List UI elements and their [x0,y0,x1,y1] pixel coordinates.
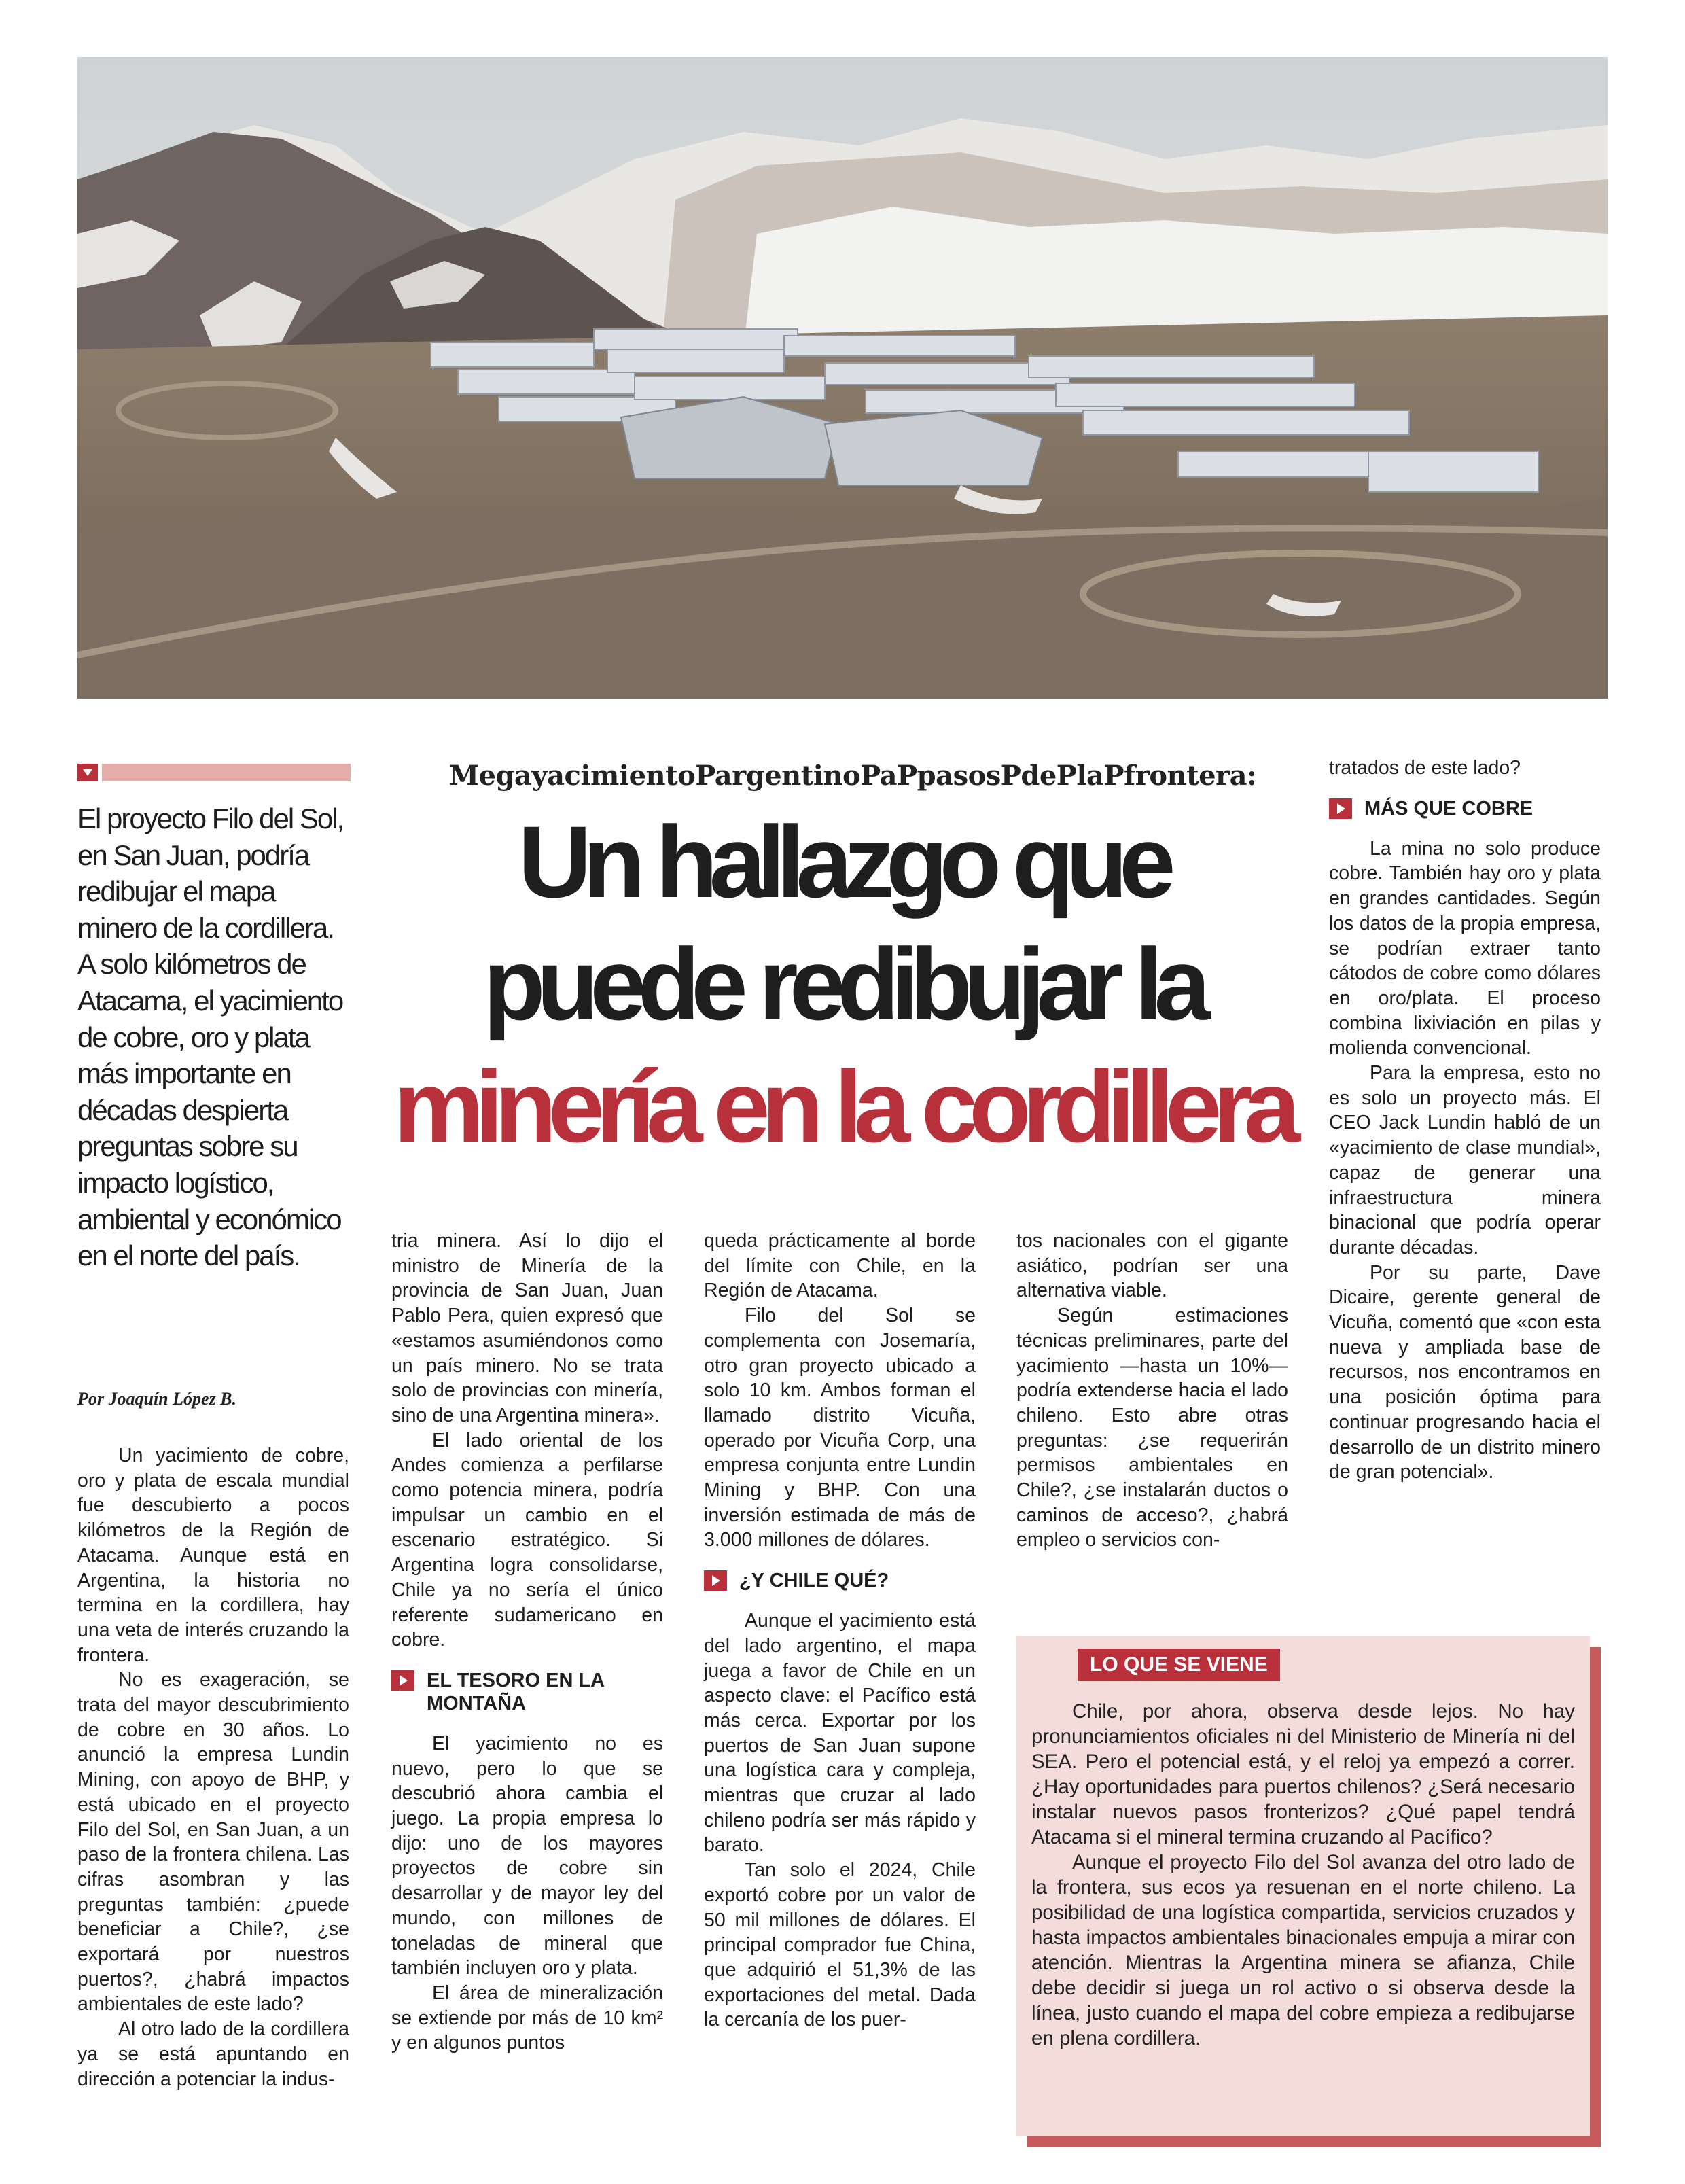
play-triangle-icon [391,1670,414,1691]
paragraph: Chile, por ahora, observa desde lejos. No hay pronunciamientos oficiales ni del Ministerio de Minería ni del SEA. Pero el potencial está, y el reloj ya empezó a correr. ¿Hay oportunidades para puertos chilenos? ¿Será necesario instalar nuevos pasos fronterizos? ¿Qué papel tendrá Atacama si el mineral termina cruzando al Pacífico? [1031,1700,1575,1848]
subheading-label: MÁS QUE COBRE [1364,797,1533,820]
paragraph: Al otro lado de la cordillera ya se está apuntando en dirección a potenciar la indus- [77,2018,349,2090]
paragraph: Un yacimiento de cobre, oro y plata de escala mundial fue descubierto a pocos kilómetros de la Región de Atacama. Aunque está en Argentina, la historia no termina en la cordillera, hay una veta de interés cruzando la frontera. [77,1445,349,1666]
column-4 [1016,1229,1288,1553]
paragraph: Por su parte, Dave Dicaire, gerente general de Vicuña, comentó que «con esta nueva y ampliada base de recursos, nos encontramos en una posición óptima para continuar progresando hacia el desarrollo de un distrito minero de gran potencial». [1329,1261,1601,1483]
paragraph: tria minera. Así lo dijo el ministro de Minería de la provincia de San Juan, Juan Pablo Pera, quien expresó que «estamos asumiéndonos como un país minero. No se trata solo de provincias con minería, sino de una Argentina minera». [391,1230,663,1426]
column-3 [704,1229,976,2032]
play-triangle-icon [704,1570,727,1591]
play-triangle-icon [1329,798,1352,819]
hero-photo [77,57,1608,699]
paragraph: No es exageración, se trata del mayor descubrimiento de cobre en 30 años. Lo anunció la empresa Lundin Mining, con apoyo de BHP, y está ubicado en el proyecto Filo del Sol, en San Juan, a un paso de la frontera chilena. Las cifras asombran y las preguntas también: ¿puede beneficiar a Chile?, ¿se exportará por nuestros puertos?, ¿habrá impactos ambientales de este lado? [77,1669,349,2015]
subheading-label: EL TESORO EN LA MONTAÑA [427,1669,605,1714]
subheading-chile [704,1569,976,1592]
mining-camp-photo [77,57,1608,699]
section-marker-icon [77,764,98,781]
headline-line-1: Un hallazgo que [518,805,1167,919]
paragraph: Tan solo el 2024, Chile exportó cobre por un valor de 50 mil millones de dólares. El principal comprador fue China, que adquirió el 51,3% de las exportaciones del metal. Dada la cercanía de los puer- [704,1859,976,2031]
headline-line-2: puede redibujar la [483,927,1202,1041]
headline-kicker: MegayacimientoPargentinoPaPpasosPdePlaPfrontera: [448,760,1257,792]
column-1 [77,1443,349,2092]
byline: Por Joaquín López B. [77,1389,237,1409]
box-tag: LO QUE SE VIENE [1078,1649,1280,1681]
column-5 [1329,756,1601,1485]
paragraph: La mina no solo produce cobre. También hay oro y plata en grandes cantidades. Según los datos de la propia empresa, se podrían extraer tanto cátodos de cobre como dólares en oro/plata. El proceso combina lixiviación en pilas y molienda convencional. [1329,837,1601,1059]
subheading-tesoro [391,1669,663,1715]
lead-text: El proyecto Filo del Sol, en San Juan, podría redibujar el mapa minero de la cordillera. A solo kilómetros de Atacama, el yacimiento de cobre, oro y plata más importante en décadas despierta preguntas sobre su impacto logístico, ambiental y económico en el norte del país. [77,803,344,1272]
paragraph: Según estimaciones técnicas preliminares, parte del yacimiento —hasta un 10%— podría extenderse hacia el lado chileno. Esto abre otras preguntas: ¿se requerirán permisos ambientales en Chile?, ¿se instalarán ductos o caminos de acceso?, ¿habrá empleo o servicios con- [1016,1305,1288,1551]
paragraph: Filo del Sol se complementa con Josemaría, otro gran proyecto ubicado a solo 10 km. Ambos forman el llamado distrito Vicuña, operado por Vicuña Corp, una empresa conjunta entre Lundin Mining y BHP. Con una inversión estimada de más de 3.000 millones de dólares. [704,1305,976,1551]
headline-line-3: minería en la cordillera [393,1049,1292,1163]
paragraph: El área de mineralización se extiende por más de 10 km² y en algunos puntos [391,1982,663,2054]
column-2 [391,1229,663,2056]
paragraph: El yacimiento no es nuevo, pero lo que se descubrió ahora cambia el juego. La propia empresa lo dijo: uno de los mayores proyectos de cobre sin desarrollar y de mayor ley del mundo, con millones de toneladas de mineral que también incluyen oro y plata. [391,1732,663,1979]
paragraph: tos nacionales con el gigante asiático, podrían ser una alternativa viable. [1016,1230,1288,1302]
subheading-label: ¿Y CHILE QUÉ? [739,1570,889,1592]
section-marker-bar [102,764,351,781]
paragraph: Aunque el proyecto Filo del Sol avanza del otro lado de la frontera, sus ecos ya resuenan en el norte chileno. La posibilidad de una logística compartida, servicios cruzados y hasta impactos ambientales binacionales empuja a mirar con atención. Mientras la Argentina minera se afianza, Chile debe decidir si juega un rol activo o si observa desde la línea, justo cuando el mapa del cobre empieza a redibujarse en plena cordillera. [1031,1851,1575,2049]
paragraph: queda prácticamente al borde del límite con Chile, en la Región de Atacama. [704,1230,976,1302]
paragraph: El lado oriental de los Andes comienza a perfilarse como potencia minera, podría impulsar un cambio en el escenario estratégico. Si Argentina logra consolidarse, Chile ya no sería el único referente sudamericano en cobre. [391,1429,663,1651]
paragraph: tratados de este lado? [1329,757,1521,779]
paragraph: Aunque el yacimiento está del lado argentino, el mapa juega a favor de Chile en un aspecto clave: el Pacífico está más cerca. Exportar por los puertos de San Juan supone una logística cara y compleja, mientras que cruzar al lado chileno podría ser más rápido y barato. [704,1610,976,1856]
subheading-mas-que-cobre [1329,797,1601,820]
paragraph: Para la empresa, esto no es solo un proyecto más. El CEO Jack Lundin habló de un «yacimiento de clase mundial», capaz de generar una infraestructura minera binacional que podría operar durante décadas. [1329,1062,1601,1258]
box-text [1031,1699,1575,2051]
